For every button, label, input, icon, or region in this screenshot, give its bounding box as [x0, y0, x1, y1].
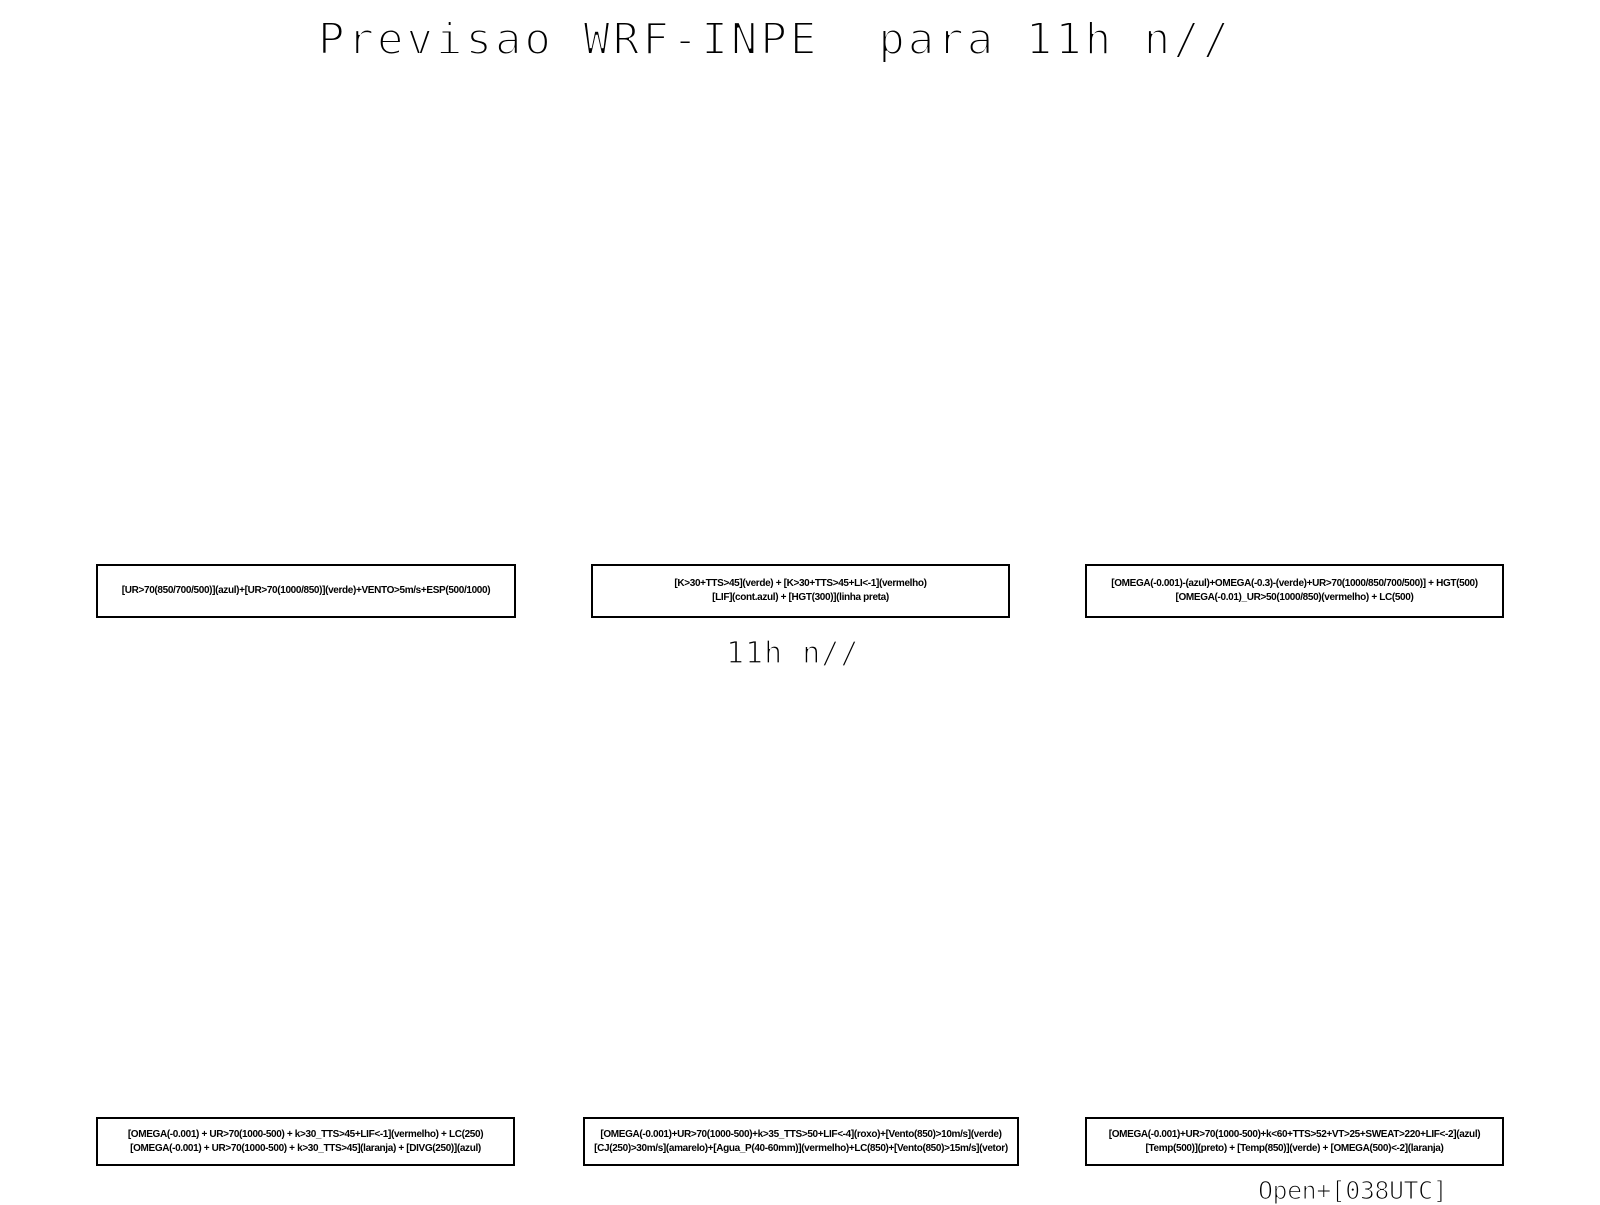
panel-label-box-top-right	[1085, 564, 1504, 618]
panel-label-line: [OMEGA(-0.01)_UR>50(1000/850)(vermelho) + LC(500)	[1175, 592, 1414, 603]
panel-label-line: [Temp(500)](preto) + [Temp(850)](verde) + [OMEGA(500)<-2](laranja)	[1145, 1142, 1444, 1154]
panel-label-line: [OMEGA(-0.001)-(azul)+OMEGA(-0.3)-(verde)+UR>70(1000/850/700/500)] + HGT(500)	[1111, 578, 1478, 589]
page-title: Previsao WRF-INPE para 11h n//	[318, 14, 1233, 65]
panel-label-box-bottom-middle	[583, 1117, 1019, 1166]
panel-label-line: [CJ(250)>30m/s](amarelo)+[Agua_P(40-60mm)](vermelho)+LC(850)+[Vento(850)>15m/s](vetor)	[594, 1142, 1008, 1154]
panel-label-line: [OMEGA(-0.001)+UR>70(1000-500)+k>35_TTS>50+LIF<-4](roxo)+[Vento(850)>10m/s](verde)	[600, 1128, 1002, 1140]
panel-label-line: [LIF](cont.azul) + [HGT(300)](linha preta)	[712, 592, 889, 603]
panel-label-line: [K>30+TTS>45](verde) + [K>30+TTS>45+LI<-1](vermelho)	[674, 578, 927, 589]
center-time-label: 11h n//	[726, 636, 860, 671]
panel-label-box-top-left	[96, 564, 516, 618]
panel-label-line: [UR>70(850/700/500)](azul)+[UR>70(1000/850)](verde)+VENTO>5m/s+ESP(500/1000)	[121, 585, 491, 596]
panel-label-line: [OMEGA(-0.001)+UR>70(1000-500)+k<60+TTS>52+VT>25+SWEAT>220+LIF<-2](azul)	[1108, 1128, 1481, 1140]
footer-time-label: Open+[038UTC]	[1258, 1176, 1448, 1205]
panel-label-box-bottom-right	[1085, 1117, 1504, 1166]
panel-label-box-bottom-left	[96, 1117, 515, 1166]
panel-label-line: [OMEGA(-0.001) + UR>70(1000-500) + k>30_TTS>45+LIF<-1](vermelho) + LC(250)	[127, 1128, 484, 1140]
panel-label-box-top-middle	[591, 564, 1010, 618]
panel-label-line: [OMEGA(-0.001) + UR>70(1000-500) + k>30_TTS>45](laranja) + [DIVG(250)](azul)	[130, 1142, 481, 1154]
